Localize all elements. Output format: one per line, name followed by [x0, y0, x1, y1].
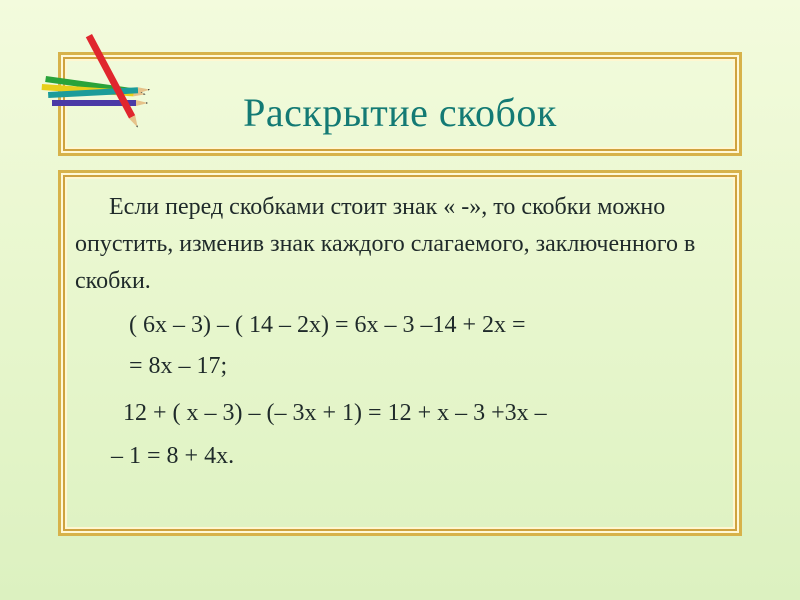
equation-line-4: – 1 = 8 + 4х.	[111, 443, 235, 470]
slide-title: Раскрытие скобок	[243, 90, 557, 135]
equation-line-2: = 8х – 17;	[129, 352, 228, 379]
rule-paragraph: Если перед скобками стоит знак « -», то скобки можно опустить, изменив знак каждого слагаемого, заключенного в скобки.	[75, 194, 696, 295]
content-frame	[58, 170, 742, 536]
equation-line-3: 12 + ( х – 3) – (– 3х + 1) = 12 + х – 3 +3х –	[123, 399, 547, 426]
equation-line-1: ( 6х – 3) – ( 14 – 2х) = 6х – 3 –14 + 2х =	[129, 311, 526, 338]
pencils-icon	[38, 28, 158, 138]
title-frame	[58, 52, 742, 156]
content	[75, 189, 723, 475]
